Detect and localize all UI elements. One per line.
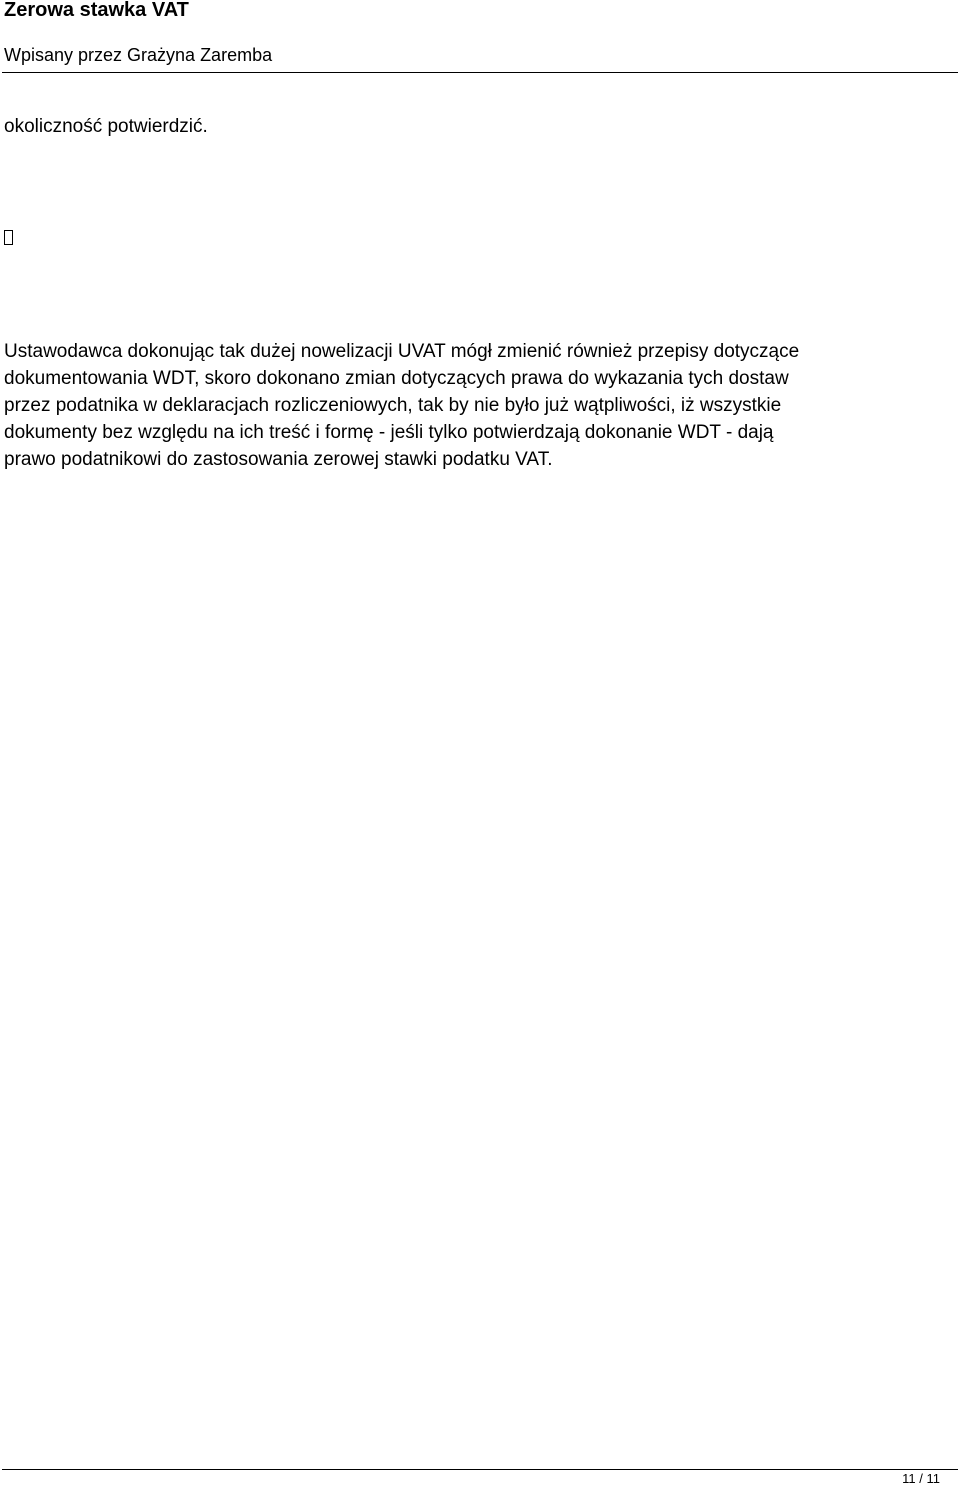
missing-glyph-icon	[4, 230, 13, 245]
document-author: Wpisany przez Grażyna Zaremba	[4, 45, 273, 65]
document-title: Zerowa stawka VAT	[4, 0, 189, 21]
continuation-text: okoliczność potwierdzić.	[4, 116, 208, 137]
page-number: 11 / 11	[902, 1471, 940, 1486]
paragraph-line: przez podatnika w deklaracjach rozliczeniowych, tak by nie było już wątpliwości, iż wszystkie	[4, 395, 782, 416]
paragraph-line: prawo podatnikowi do zastosowania zerowej stawki podatku VAT.	[4, 449, 553, 470]
footer-divider	[2, 1469, 958, 1470]
paragraph-line: dokumenty bez względu na ich treść i formę - jeśli tylko potwierdzają dokonanie WDT - dają	[4, 422, 774, 443]
header-divider	[2, 72, 958, 73]
paragraph-line: dokumentowania WDT, skoro dokonano zmian dotyczących prawa do wykazania tych dostaw	[4, 368, 789, 389]
paragraph-line: Ustawodawca dokonując tak dużej nowelizacji UVAT mógł zmienić również przepisy dotyczące	[4, 341, 800, 362]
